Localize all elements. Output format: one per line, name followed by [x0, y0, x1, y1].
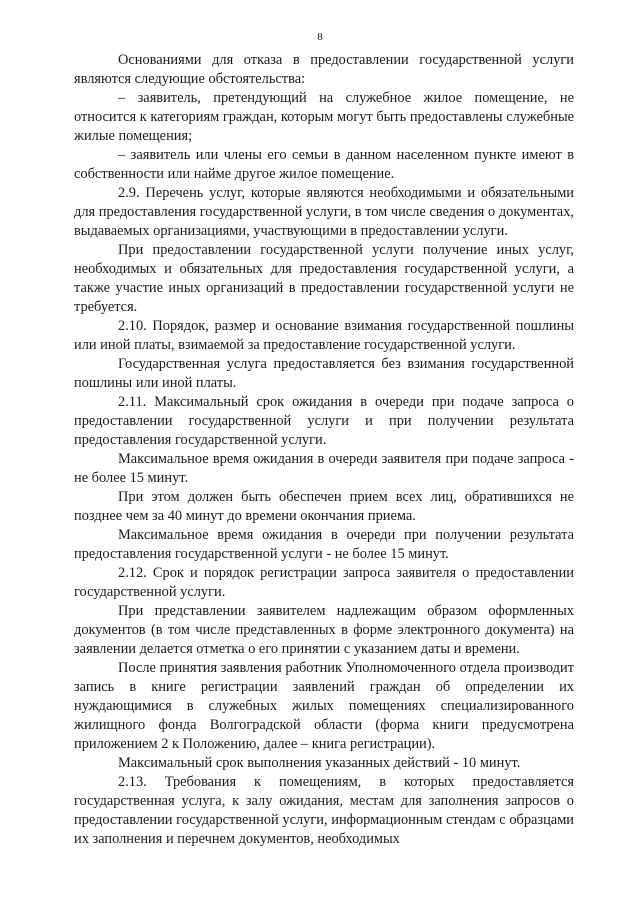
- paragraph-section-2-10: 2.10. Порядок, размер и основание взимания государственной пошлины или иной платы, взимаемой за предоставление государственной услуги.: [74, 318, 574, 353]
- paragraph-registration-book: После принятия заявления работник Уполномоченного отдела производит запись в книге регистрации заявлений граждан об определении их нуждающимися в служебных жилых помещениях специализированного жилищного фонда Волгоградской области (форма книги предусмотрена приложением 2 к Положению, далее – книга регистрации).: [74, 660, 574, 752]
- paragraph-application-mark: При представлении заявителем надлежащим образом оформленных документов (в том числе представленных в форме электронного документа) на заявлении делается отметка о его принятии с указанием даты и времени.: [74, 603, 574, 657]
- paragraph-max-action-time: Максимальный срок выполнения указанных действий - 10 минут.: [118, 755, 521, 771]
- paragraph-section-2-9: 2.9. Перечень услуг, которые являются необходимыми и обязательными для предоставления государственной услуги, в том числе сведения о документах, выдаваемых организациями, участвующими в предоставлении услуги.: [74, 185, 574, 239]
- document-body: [74, 51, 574, 849]
- paragraph-other-services: При предоставлении государственной услуги получение иных услуг, необходимых и обязательных для предоставления государственной услуги, а также участие иных организаций в предоставлении государственной услуги не требуется.: [74, 242, 574, 315]
- paragraph-reception-all: При этом должен быть обеспечен прием всех лиц, обратившихся не позднее чем за 40 минут до времени окончания приема.: [74, 489, 574, 524]
- paragraph-section-2-12: 2.12. Срок и порядок регистрации запроса заявителя о предоставлении государственной услуги.: [74, 565, 574, 600]
- paragraph-section-2-13: 2.13. Требования к помещениям, в которых предоставляется государственная услуга, к залу ожидания, местам для заполнения запросов о предоставлении государственной услуги, информационным стендам с образцами их заполнения и перечнем документов, необходимых: [74, 774, 574, 847]
- paragraph-refusal-item-1: – заявитель, претендующий на служебное жилое помещение, не относится к категориям граждан, которым могут быть предоставлены служебные жилые помещения;: [74, 90, 574, 144]
- paragraph-free-of-charge: Государственная услуга предоставляется без взимания государственной пошлины или иной платы.: [74, 356, 574, 391]
- paragraph-refusal-grounds: Основаниями для отказа в предоставлении государственной услуги являются следующие обстоятельства:: [74, 52, 574, 87]
- paragraph-max-wait-result: Максимальное время ожидания в очереди при получении результата предоставления государственной услуги - не более 15 минут.: [74, 527, 574, 562]
- paragraph-max-wait-submit: Максимальное время ожидания в очереди заявителя при подаче запроса - не более 15 минут.: [74, 451, 574, 486]
- page-number: 8: [317, 31, 323, 43]
- paragraph-refusal-item-2: – заявитель или члены его семьи в данном населенном пункте имеют в собственности или найме другое жилое помещение.: [74, 147, 574, 182]
- paragraph-section-2-11: 2.11. Максимальный срок ожидания в очереди при подаче запроса о предоставлении государственной услуги и при получении результата предоставления государственной услуги.: [74, 394, 574, 448]
